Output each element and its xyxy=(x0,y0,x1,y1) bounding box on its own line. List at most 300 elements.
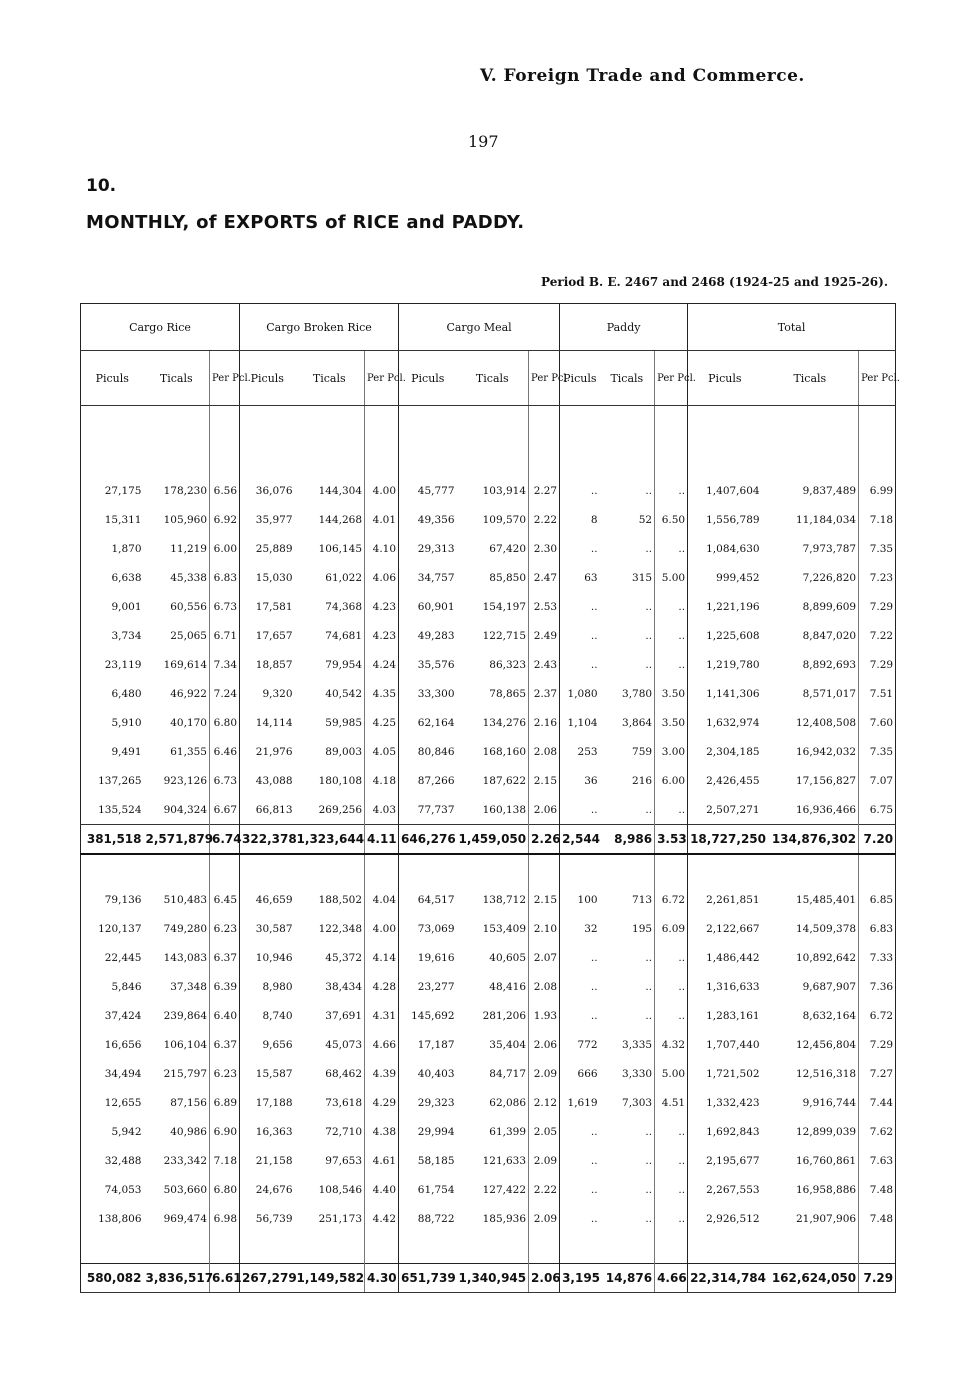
table-cell: 144,304 xyxy=(318,484,363,497)
table-cell: 8,740 xyxy=(240,1001,295,1030)
table-cell: 2.43 xyxy=(529,650,560,679)
table-cell: 48,416 xyxy=(489,980,527,993)
table-row xyxy=(81,563,896,592)
table-cell: .. xyxy=(645,629,653,642)
subheader-ticals: Ticals xyxy=(762,351,859,406)
table-cell: 233,342 xyxy=(163,1154,207,1167)
table-cell: 7.35 xyxy=(859,534,896,563)
table-cell: 121,633 xyxy=(482,1154,527,1167)
table-cell: 21,907,906 xyxy=(795,1212,857,1225)
table-cell: 1,632,974 xyxy=(688,708,762,737)
table-cell: 45,338 xyxy=(170,571,207,584)
table-row xyxy=(81,1030,896,1059)
table-cell: 14,114 xyxy=(240,708,295,737)
table-cell: 7.36 xyxy=(859,972,896,1001)
table-cell: 7.27 xyxy=(859,1059,896,1088)
table-cell: 2.08 xyxy=(529,737,560,766)
table-cell: 79,136 xyxy=(104,893,142,906)
table-cell: 16,942,032 xyxy=(795,745,857,758)
table-cell: 7.29 xyxy=(859,650,896,679)
subheader-ticals: Ticals xyxy=(144,351,210,406)
table-cell: 3.00 xyxy=(655,737,688,766)
table-cell: 7.18 xyxy=(210,1146,240,1175)
table-cell: 127,422 xyxy=(482,1183,527,1196)
table-cell: .. xyxy=(655,1117,688,1146)
table-cell: 15,485,401 xyxy=(795,893,857,906)
table-cell: 281,206 xyxy=(482,1009,527,1022)
subheader-per-picul: Per Pcl. xyxy=(529,351,560,406)
table-cell: .. xyxy=(560,1001,600,1030)
table-cell: 2.05 xyxy=(529,1117,560,1146)
total-row-1924-25 xyxy=(81,825,896,855)
table-cell: 169,614 xyxy=(163,658,207,671)
table-cell: 1,332,423 xyxy=(688,1088,762,1117)
subheader-piculs: Piculs xyxy=(688,351,762,406)
table-cell: 2.53 xyxy=(529,592,560,621)
table-cell: 1,141,306 xyxy=(688,679,762,708)
subheader-per-picul: Per Pcl. xyxy=(210,351,240,406)
document-title: MONTHLY, of EXPORTS of RICE and PADDY. xyxy=(86,212,525,233)
table-cell: 1,080 xyxy=(560,679,600,708)
table-cell: 8,847,020 xyxy=(802,629,857,642)
table-cell: 29,994 xyxy=(399,1117,457,1146)
table-cell: 35,977 xyxy=(240,505,295,534)
table-cell: 4.14 xyxy=(365,943,399,972)
table-cell: 23,119 xyxy=(104,658,142,671)
table-cell: 153,409 xyxy=(482,922,527,935)
table-cell: 46,659 xyxy=(240,885,295,914)
table-cell: .. xyxy=(655,795,688,825)
table-cell: 2.06 xyxy=(529,1030,560,1059)
table-cell: 6.23 xyxy=(210,1059,240,1088)
table-cell: 4.25 xyxy=(365,708,399,737)
subheader-ticals: Ticals xyxy=(295,351,365,406)
table-cell: .. xyxy=(645,951,653,964)
table-cell: 7.62 xyxy=(859,1117,896,1146)
table-row xyxy=(81,885,896,914)
table-cell: 1,283,161 xyxy=(688,1001,762,1030)
table-cell: 68,462 xyxy=(325,1067,363,1080)
table-cell: 5,846 xyxy=(111,980,142,993)
table-row xyxy=(81,621,896,650)
table-cell: 77,737 xyxy=(399,795,457,825)
table-cell: 17,657 xyxy=(240,621,295,650)
table-cell: 1.93 xyxy=(529,1001,560,1030)
table-cell: 60,901 xyxy=(399,592,457,621)
table-cell: 6.80 xyxy=(210,708,240,737)
table-cell: 8,899,609 xyxy=(802,600,857,613)
period-caption: Period B. E. 2467 and 2468 (1924-25 and 1925-26). xyxy=(541,275,888,289)
table-cell: 2.22 xyxy=(529,505,560,534)
table-cell: .. xyxy=(655,1001,688,1030)
table-cell: .. xyxy=(560,795,600,825)
table-cell: 6.83 xyxy=(210,563,240,592)
table-cell: 2.09 xyxy=(529,1059,560,1088)
spacer-row xyxy=(81,1233,896,1264)
table-cell: 17,581 xyxy=(240,592,295,621)
table-cell: 7.63 xyxy=(859,1146,896,1175)
table-cell: 16,363 xyxy=(240,1117,295,1146)
table-cell: 1,221,196 xyxy=(688,592,762,621)
table-cell: 52 xyxy=(638,513,653,526)
table-cell: .. xyxy=(645,1183,653,1196)
table-cell: 15,311 xyxy=(104,513,142,526)
table-cell: 6.09 xyxy=(655,914,688,943)
table-cell: 134,876,302 xyxy=(762,825,859,855)
group-cargo-broken-rice: Cargo Broken Rice xyxy=(240,304,399,351)
table-cell: 40,986 xyxy=(170,1125,207,1138)
table-cell: 8,632,164 xyxy=(802,1009,857,1022)
table-cell: .. xyxy=(645,980,653,993)
table-cell: 34,494 xyxy=(104,1067,142,1080)
table-cell: 22,314,784 xyxy=(688,1264,762,1293)
table-cell: 7.24 xyxy=(210,679,240,708)
table-cell: 40,403 xyxy=(399,1059,457,1088)
table-cell: 46,922 xyxy=(170,687,207,700)
table-cell: 4.38 xyxy=(365,1117,399,1146)
table-cell: .. xyxy=(560,1204,600,1233)
table-cell: .. xyxy=(645,1125,653,1138)
table-cell: .. xyxy=(655,1204,688,1233)
table-cell: 7,303 xyxy=(622,1096,653,1109)
table-cell: 7.07 xyxy=(859,766,896,795)
table-row xyxy=(81,476,896,505)
table-cell: 45,777 xyxy=(399,476,457,505)
subheader-row xyxy=(81,351,896,406)
table-cell: 89,003 xyxy=(325,745,363,758)
table-cell: 4.61 xyxy=(365,1146,399,1175)
group-cargo-rice: Cargo Rice xyxy=(81,304,240,351)
table-cell: 2.37 xyxy=(529,679,560,708)
table-cell: 381,518 xyxy=(81,825,144,855)
table-cell: 60,556 xyxy=(170,600,207,613)
table-cell: 9,656 xyxy=(240,1030,295,1059)
table-cell: 7.35 xyxy=(859,737,896,766)
table-cell: 1,316,633 xyxy=(688,972,762,1001)
table-cell: 138,806 xyxy=(98,1212,142,1225)
table-cell: 1,219,780 xyxy=(688,650,762,679)
table-cell: 138,712 xyxy=(482,893,527,906)
table-cell: 108,546 xyxy=(318,1183,363,1196)
table-cell: 87,266 xyxy=(399,766,457,795)
table-cell: 160,138 xyxy=(482,803,527,816)
table-cell: 122,715 xyxy=(482,629,527,642)
table-cell: 6.89 xyxy=(210,1088,240,1117)
table-cell: 62,086 xyxy=(489,1096,527,1109)
table-cell: .. xyxy=(645,600,653,613)
table-cell: 66,813 xyxy=(240,795,295,825)
table-cell: 35,404 xyxy=(489,1038,527,1051)
table-cell: 6.92 xyxy=(210,505,240,534)
table-cell: 2.27 xyxy=(529,476,560,505)
table-cell: 85,850 xyxy=(489,571,527,584)
table-cell: 17,187 xyxy=(399,1030,457,1059)
table-cell: 109,570 xyxy=(482,513,527,526)
table-cell: 32,488 xyxy=(104,1154,142,1167)
table-cell: 1,707,440 xyxy=(688,1030,762,1059)
table-cell: 6,480 xyxy=(111,687,142,700)
table-cell: 216 xyxy=(632,774,653,787)
table-cell: 23,277 xyxy=(399,972,457,1001)
table-cell: 772 xyxy=(560,1030,600,1059)
table-cell: 84,717 xyxy=(489,1067,527,1080)
table-cell: 3.50 xyxy=(655,679,688,708)
table-cell: 6.99 xyxy=(859,476,896,505)
table-row xyxy=(81,1059,896,1088)
table-cell: 7,973,787 xyxy=(802,542,857,555)
table-cell: .. xyxy=(645,542,653,555)
table-cell: 4.23 xyxy=(365,621,399,650)
table-cell: .. xyxy=(655,534,688,563)
table-cell: 4.66 xyxy=(655,1264,688,1293)
table-cell: 7.48 xyxy=(859,1204,896,1233)
table-cell: 6.98 xyxy=(210,1204,240,1233)
table-cell: 21,158 xyxy=(240,1146,295,1175)
table-cell: 1,323,644 xyxy=(295,825,365,855)
table-row xyxy=(81,766,896,795)
table-cell: 49,356 xyxy=(399,505,457,534)
table-cell: 4.35 xyxy=(365,679,399,708)
table-cell: 2,122,667 xyxy=(688,914,762,943)
table-cell: 36,076 xyxy=(240,476,295,505)
table-cell: 3,780 xyxy=(622,687,653,700)
table-cell: 6.40 xyxy=(210,1001,240,1030)
subheader-piculs: Piculs xyxy=(560,351,600,406)
table-cell: 32 xyxy=(560,914,600,943)
table-cell: .. xyxy=(645,1009,653,1022)
table-cell: 4.18 xyxy=(365,766,399,795)
table-cell: 322,378 xyxy=(240,825,295,855)
table-cell: .. xyxy=(645,1212,653,1225)
table-cell: 4.40 xyxy=(365,1175,399,1204)
table-cell: 11,219 xyxy=(170,542,207,555)
subheader-piculs: Piculs xyxy=(240,351,295,406)
subheader-per-picul: Per Pcl. xyxy=(655,351,688,406)
section-number: 10. xyxy=(86,176,117,196)
table-cell: 195 xyxy=(632,922,653,935)
table-cell: 4.06 xyxy=(365,563,399,592)
table-cell: 79,954 xyxy=(325,658,363,671)
table-cell: 2.10 xyxy=(529,914,560,943)
table-cell: 37,691 xyxy=(325,1009,363,1022)
table-cell: 1,084,630 xyxy=(688,534,762,563)
table-cell: 14,876 xyxy=(600,1264,655,1293)
table-cell: 103,914 xyxy=(482,484,527,497)
table-cell: 6.37 xyxy=(210,1030,240,1059)
subheader-ticals: Ticals xyxy=(600,351,655,406)
subheader-ticals: Ticals xyxy=(457,351,529,406)
table-cell: 4.28 xyxy=(365,972,399,1001)
table-cell: 45,073 xyxy=(325,1038,363,1051)
table-cell: .. xyxy=(645,1154,653,1167)
table-cell: 56,739 xyxy=(240,1204,295,1233)
table-row xyxy=(81,1001,896,1030)
exports-table-container xyxy=(80,303,900,1293)
table-cell: 6.50 xyxy=(655,505,688,534)
table-cell: .. xyxy=(560,534,600,563)
table-cell: 8,571,017 xyxy=(802,687,857,700)
table-cell: 12,655 xyxy=(104,1096,142,1109)
table-cell: 5.00 xyxy=(655,563,688,592)
table-cell: 6.72 xyxy=(655,885,688,914)
table-cell: 3.50 xyxy=(655,708,688,737)
table-cell: 187,622 xyxy=(482,774,527,787)
table-cell: 969,474 xyxy=(163,1212,207,1225)
table-cell: 3,335 xyxy=(622,1038,653,1051)
table-cell: 61,399 xyxy=(489,1125,527,1138)
table-cell: 15,030 xyxy=(240,563,295,592)
table-cell: 2,507,271 xyxy=(688,795,762,825)
table-cell: 7.29 xyxy=(859,592,896,621)
table-row xyxy=(81,650,896,679)
table-cell: 86,323 xyxy=(489,658,527,671)
table-cell: 7.60 xyxy=(859,708,896,737)
table-row xyxy=(81,1175,896,1204)
table-cell: 29,313 xyxy=(399,534,457,563)
table-cell: 154,197 xyxy=(482,600,527,613)
table-cell: 6.56 xyxy=(210,476,240,505)
table-cell: 2.22 xyxy=(529,1175,560,1204)
table-cell: 74,368 xyxy=(325,600,363,613)
subheader-piculs: Piculs xyxy=(399,351,457,406)
table-body xyxy=(81,406,896,1293)
table-cell: 61,754 xyxy=(399,1175,457,1204)
table-cell: .. xyxy=(655,476,688,505)
table-cell: 67,420 xyxy=(489,542,527,555)
table-cell: 904,324 xyxy=(163,803,207,816)
table-cell: 9,916,744 xyxy=(802,1096,857,1109)
table-cell: 923,126 xyxy=(163,774,207,787)
table-cell: 2.06 xyxy=(529,795,560,825)
table-cell: 215,797 xyxy=(163,1067,207,1080)
group-total: Total xyxy=(688,304,896,351)
table-cell: .. xyxy=(560,972,600,1001)
subheader-per-picul: Per Pcl. xyxy=(365,351,399,406)
table-cell: 7.44 xyxy=(859,1088,896,1117)
table-cell: 36 xyxy=(560,766,600,795)
table-cell: 3,195 xyxy=(560,1264,600,1293)
table-cell: 37,424 xyxy=(104,1009,142,1022)
table-cell: 40,170 xyxy=(170,716,207,729)
table-cell: 3,330 xyxy=(622,1067,653,1080)
table-cell: .. xyxy=(560,1117,600,1146)
table-cell: 88,722 xyxy=(399,1204,457,1233)
table-cell: 178,230 xyxy=(163,484,207,497)
table-cell: 12,899,039 xyxy=(795,1125,857,1138)
table-cell: 3,836,517 xyxy=(144,1264,210,1293)
table-cell: 7.51 xyxy=(859,679,896,708)
table-cell: 9,320 xyxy=(240,679,295,708)
table-cell: 45,372 xyxy=(325,951,363,964)
table-cell: 33,300 xyxy=(399,679,457,708)
table-cell: 14,509,378 xyxy=(795,922,857,935)
table-cell: 4.32 xyxy=(655,1030,688,1059)
table-cell: 162,624,050 xyxy=(762,1264,859,1293)
table-cell: 97,653 xyxy=(325,1154,363,1167)
table-cell: .. xyxy=(655,1146,688,1175)
table-row xyxy=(81,737,896,766)
total-row-1925-26 xyxy=(81,1264,896,1293)
table-row xyxy=(81,795,896,825)
table-cell: .. xyxy=(560,1175,600,1204)
table-cell: 2.08 xyxy=(529,972,560,1001)
table-row xyxy=(81,1146,896,1175)
table-cell: .. xyxy=(560,1146,600,1175)
table-cell: 15,587 xyxy=(240,1059,295,1088)
table-cell: 1,149,582 xyxy=(295,1264,365,1293)
table-cell: 6,638 xyxy=(111,571,142,584)
spacer-row xyxy=(81,854,896,885)
table-cell: 749,280 xyxy=(163,922,207,935)
table-cell: 144,268 xyxy=(318,513,363,526)
table-cell: 49,283 xyxy=(399,621,457,650)
table-cell: 6.45 xyxy=(210,885,240,914)
table-cell: 38,434 xyxy=(325,980,363,993)
table-cell: .. xyxy=(655,972,688,1001)
table-cell: 2.47 xyxy=(529,563,560,592)
table-cell: 8,892,693 xyxy=(802,658,857,671)
table-cell: 16,958,886 xyxy=(795,1183,857,1196)
table-cell: 6.73 xyxy=(210,766,240,795)
table-cell: 24,676 xyxy=(240,1175,295,1204)
table-cell: .. xyxy=(645,803,653,816)
table-cell: 6.71 xyxy=(210,621,240,650)
table-row xyxy=(81,1204,896,1233)
table-cell: 72,710 xyxy=(325,1125,363,1138)
table-cell: 106,104 xyxy=(163,1038,207,1051)
table-cell: 9,687,907 xyxy=(802,980,857,993)
table-cell: 6.00 xyxy=(655,766,688,795)
table-cell: 2.09 xyxy=(529,1204,560,1233)
table-cell: 185,936 xyxy=(482,1212,527,1225)
table-cell: 253 xyxy=(560,737,600,766)
table-cell: 2,267,553 xyxy=(688,1175,762,1204)
table-cell: 78,865 xyxy=(489,687,527,700)
table-cell: 17,188 xyxy=(240,1088,295,1117)
table-cell: 34,757 xyxy=(399,563,457,592)
table-cell: 2.06 xyxy=(529,1264,560,1293)
table-cell: 63 xyxy=(560,563,600,592)
table-cell: 2.07 xyxy=(529,943,560,972)
table-cell: 2.16 xyxy=(529,708,560,737)
table-row xyxy=(81,914,896,943)
table-cell: 6.46 xyxy=(210,737,240,766)
table-cell: 5,910 xyxy=(111,716,142,729)
table-cell: 10,946 xyxy=(240,943,295,972)
table-cell: 64,517 xyxy=(399,885,457,914)
table-cell: 2,544 xyxy=(560,825,600,855)
table-cell: 4.05 xyxy=(365,737,399,766)
table-cell: 2.09 xyxy=(529,1146,560,1175)
table-cell: 143,083 xyxy=(163,951,207,964)
table-cell: 37,348 xyxy=(170,980,207,993)
exports-table xyxy=(80,303,900,1293)
table-cell: 239,864 xyxy=(163,1009,207,1022)
table-row xyxy=(81,708,896,737)
table-cell: 713 xyxy=(632,893,653,906)
table-cell: 12,516,318 xyxy=(795,1067,857,1080)
table-cell: 12,408,508 xyxy=(795,716,857,729)
table-cell: 9,001 xyxy=(111,600,142,613)
table-cell: 6.74 xyxy=(210,825,240,855)
table-row xyxy=(81,1117,896,1146)
table-cell: 74,053 xyxy=(104,1183,142,1196)
table-cell: 27,175 xyxy=(104,484,142,497)
table-cell: 4.04 xyxy=(365,885,399,914)
table-cell: 4.00 xyxy=(365,476,399,505)
table-cell: 9,837,489 xyxy=(802,484,857,497)
table-cell: 4.66 xyxy=(365,1030,399,1059)
